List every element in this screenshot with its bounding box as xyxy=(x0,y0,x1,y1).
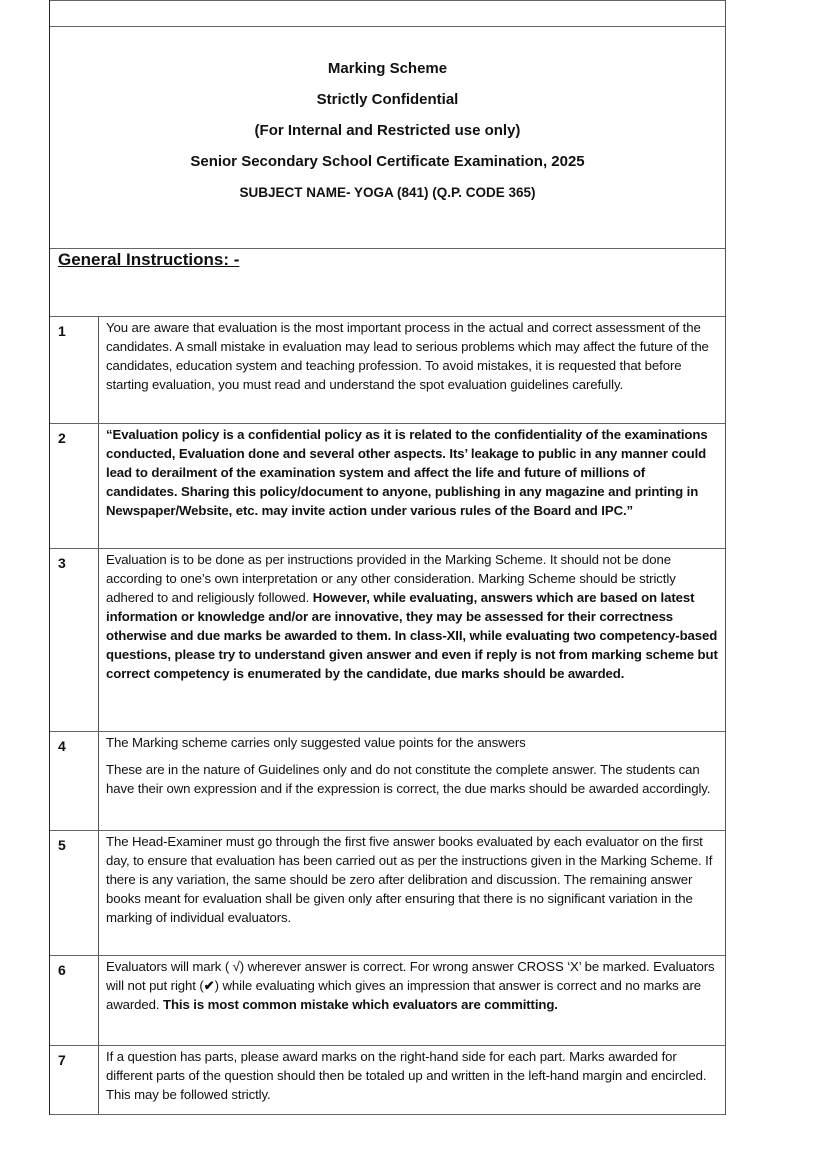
instruction-text-plain-2: These are in the nature of Guidelines only and do not constitute the complete answer. The students can have their own expression and if the expression is correct, the due marks should be awarded accordingly. xyxy=(106,762,711,796)
title-confidential: Strictly Confidential xyxy=(316,91,459,108)
instruction-number: 4 xyxy=(50,732,99,830)
instruction-row-2 xyxy=(50,424,725,549)
general-instructions-heading: General Instructions: - xyxy=(58,250,240,269)
instruction-text-bold: This is most common mistake which evaluators are committing. xyxy=(163,997,558,1012)
marking-scheme-document xyxy=(49,0,726,1115)
title-examination: Senior Secondary School Certificate Examination, 2025 xyxy=(190,153,585,170)
subject-name: SUBJECT NAME- YOGA (841) (Q.P. CODE 365) xyxy=(239,185,536,200)
instruction-row-7 xyxy=(50,1046,725,1115)
instruction-text-plain: If a question has parts, please award marks on the right-hand side for each part. Marks awarded for different parts of the question should then be totaled up and written in the left-hand margin and encircled. This may be followed strictly. xyxy=(106,1049,707,1102)
title-marking-scheme: Marking Scheme xyxy=(327,60,448,77)
instruction-number: 6 xyxy=(50,956,99,1045)
top-empty-row xyxy=(50,0,725,27)
instruction-row-1 xyxy=(50,317,725,424)
instruction-row-6 xyxy=(50,956,725,1046)
instruction-number: 5 xyxy=(50,831,99,955)
instruction-number: 7 xyxy=(50,1046,99,1114)
instruction-text xyxy=(99,424,725,548)
instruction-number: 2 xyxy=(50,424,99,548)
instruction-row-5 xyxy=(50,831,725,956)
instruction-row-4 xyxy=(50,732,725,831)
instruction-text xyxy=(99,956,725,1045)
instruction-text xyxy=(99,549,725,731)
instruction-text-plain: The Head-Examiner must go through the first five answer books evaluated by each evaluator on the first day, to ensure that evaluation has been carried out as per the instructions given in the Marking Scheme. If there is any variation, the same should be zero after delibration and discussion. The remaining answer books meant for evaluation shall be given only after ensuring that there is no significant variation in the marking of individual evaluators. xyxy=(106,834,713,925)
instruction-number: 3 xyxy=(50,549,99,731)
instruction-row-3 xyxy=(50,549,725,732)
instruction-text-plain-2: ) while evaluating which gives an impression that answer is correct and no marks are awarded. xyxy=(106,978,701,1012)
instruction-text-plain: Evaluators will mark ( √) wherever answer is correct. For wrong answer CROSS ‘X’ be marked. Evaluators will not put right ( xyxy=(106,959,715,993)
instruction-text-plain: Evaluation is to be done as per instructions provided in the Marking Scheme. It should not be done according to one’s own interpretation or any other consideration. Marking Scheme should be strictly adhered to and religiously followed. xyxy=(106,552,676,605)
instruction-text-bold: However, while evaluating, answers which are based on latest information or knowledge and/or are innovative, they may be assessed for their correctness otherwise and due marks be awarded to them. In class-XII, while evaluating two competency-based questions, please try to understand given answer and even if reply is not from marking scheme but correct competency is enumerated by the candidate, due marks should be awarded. xyxy=(106,590,718,681)
instruction-text xyxy=(99,732,725,830)
instruction-text xyxy=(99,317,725,423)
instruction-number: 1 xyxy=(50,317,99,423)
instruction-text-plain: The Marking scheme carries only suggested value points for the answers xyxy=(106,735,526,750)
instruction-text-bold: “Evaluation policy is a confidential policy as it is related to the confidentiality of the examinations conducted, Evaluation done and several other aspects. Its’ leakage to public in any manner could lead to derailment of the examination system and affect the life and future of millions of candidates. Sharing this policy/document to anyone, publishing in any magazine and printing in Newspaper/Website, etc. may invite action under various rules of the Board and IPC.” xyxy=(106,427,708,518)
document-header xyxy=(50,27,725,249)
instruction-text xyxy=(99,831,725,955)
title-restricted-use: (For Internal and Restricted use only) xyxy=(254,122,521,139)
general-instructions-heading-row xyxy=(50,249,725,317)
instruction-text-plain: You are aware that evaluation is the most important process in the actual and correct assessment of the candidates. A small mistake in evaluation may lead to serious problems which may affect the future of the candidates, education system and teaching profession. To avoid mistakes, it is requested that before starting evaluation, you must read and understand the spot evaluation guidelines carefully. xyxy=(106,320,709,392)
instruction-text xyxy=(99,1046,725,1114)
checkmark-icon: ✔ xyxy=(203,978,215,993)
